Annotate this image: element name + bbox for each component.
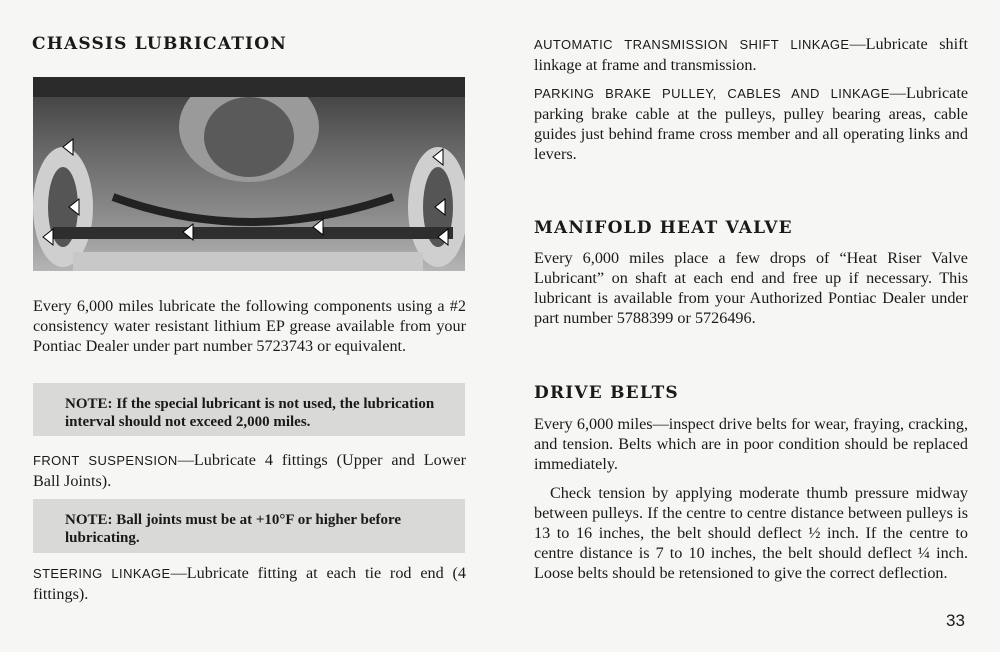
chassis-photo (33, 77, 465, 271)
note-ball-joints: NOTE: Ball joints must be at +10°F or higher before lubricating. (33, 499, 465, 553)
front-suspension-item (33, 450, 466, 491)
parking-brake-text: —Lubricate parking brake cable at the pulleys, pulley bearing areas, cable guides just behind frame cross member and all operating links and levers. (534, 84, 968, 163)
auto-transmission-item (534, 34, 968, 75)
front-suspension-label: FRONT SUSPENSION (33, 453, 178, 468)
parking-brake-item (534, 83, 968, 164)
drive-belts-text-1: Every 6,000 miles—inspect drive belts for wear, fraying, cracking, and tension. Belts which are in poor condition should be replaced immediately. (534, 415, 968, 473)
drive-belts-text-2: Check tension by applying moderate thumb pressure midway between pulleys. If the centre to centre distance between pulleys is 13 to 16 inches, the belt should deflect ½ inch. If the centre to centre distance is 7 to 10 inches, the belt should deflect ¼ inch. Loose belts should be retensioned to give the correct deflection. (534, 484, 968, 582)
page-number: 33 (946, 611, 965, 630)
note-lubricant: NOTE: If the special lubricant is not used, the lubrication interval should not exceed 2,000 miles. (33, 383, 465, 436)
steering-linkage-item (33, 563, 466, 604)
chassis-lubrication-heading: CHASSIS LUBRICATION (32, 34, 287, 54)
steering-linkage-text: —Lubricate fitting at each tie rod end (4 fittings). (33, 564, 466, 603)
parking-brake-label: PARKING BRAKE PULLEY, CABLES AND LINKAGE (534, 86, 890, 101)
manifold-text: Every 6,000 miles place a few drops of “Heat Riser Valve Lubricant” on shaft at each end and free up if necessary. This lubricant is available from your Authorized Pontiac Dealer under part number 5788399 or 5726496. (534, 249, 968, 327)
auto-transmission-text: —Lubricate shift linkage at frame and transmission. (534, 35, 968, 74)
manifold-heat-valve-heading: MANIFOLD HEAT VALVE (534, 218, 793, 238)
drive-belts-heading: DRIVE BELTS (534, 383, 679, 403)
front-suspension-text: —Lubricate 4 fittings (Upper and Lower Ball Joints). (33, 451, 466, 490)
chassis-intro (33, 296, 466, 356)
auto-transmission-label: AUTOMATIC TRANSMISSION SHIFT LINKAGE (534, 37, 850, 52)
steering-linkage-label: STEERING LINKAGE (33, 566, 171, 581)
chassis-illustration (33, 77, 465, 271)
intro-text: Every 6,000 miles lubricate the following components using a #2 consistency water resistant lithium EP grease available from your Pontiac Dealer under part number 5723743 or equivalent. (33, 297, 466, 355)
